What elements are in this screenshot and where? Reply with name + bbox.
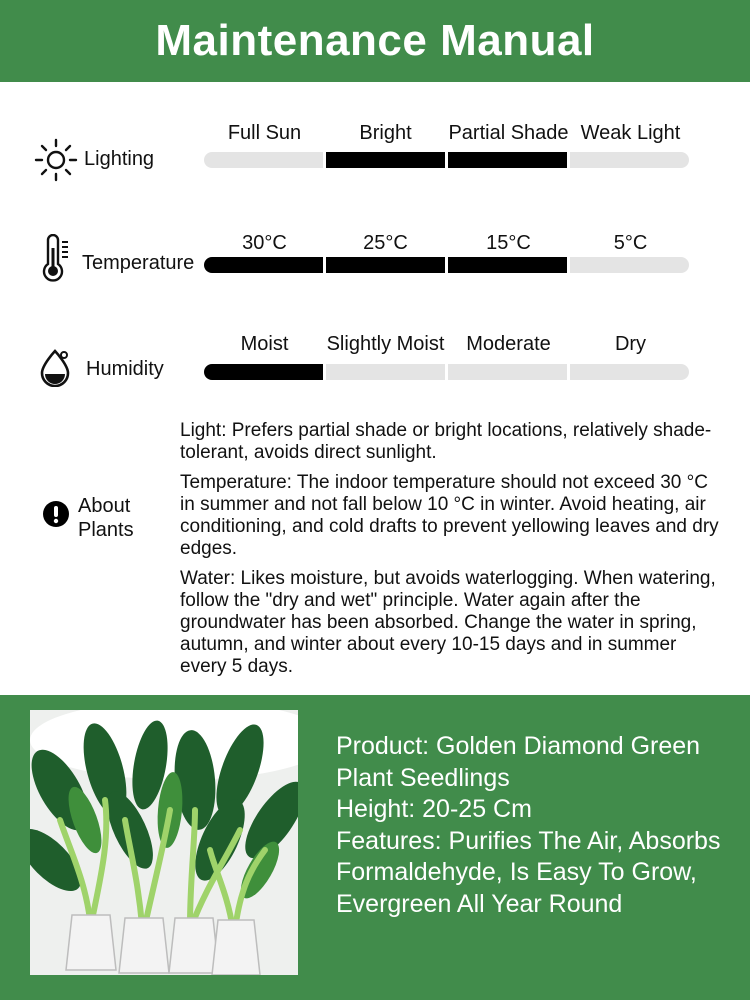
- humidity-levels: [204, 333, 690, 357]
- temperature-level-label: 15°C: [486, 232, 531, 254]
- product-section: [0, 695, 750, 1000]
- water-description: Water: Likes moisture, but avoids waterlogging. When watering, follow the "dry and wet" principle. Water again after the groundwater has been absorbed. Change the water in spring, autumn, and winter about every 10-15 days and in summer every 5 days.: [180, 568, 716, 677]
- humidity-level-label: Moist: [240, 333, 289, 355]
- temperature-bar-segment: [448, 257, 567, 273]
- humidity-level-label: Slightly Moist: [326, 333, 445, 355]
- page-title: Maintenance Manual: [155, 16, 595, 65]
- lighting-label: Lighting: [84, 148, 155, 170]
- product-height: Height: 20-25 Cm: [336, 795, 532, 823]
- about-plants-text: [180, 420, 725, 686]
- humidity-level-label: Dry: [614, 333, 647, 355]
- lighting-bar-segment: [204, 152, 323, 168]
- light-description: Light: Prefers partial shade or bright locations, relatively shade-tolerant, avoids direct sunlight.: [180, 420, 712, 463]
- thermometer-icon: [40, 234, 72, 284]
- sun-icon: [34, 138, 78, 182]
- product-info: [336, 731, 736, 920]
- humidity-bar-segment: [448, 364, 567, 380]
- about-plants-label: About Plants: [78, 495, 134, 541]
- humidity-label: Humidity: [86, 358, 164, 380]
- lighting-level-label: Bright: [359, 122, 412, 144]
- header-banner: [0, 0, 750, 82]
- humidity-row: [0, 333, 750, 403]
- plant-illustration: [30, 710, 298, 975]
- plant-seedlings-photo: [30, 710, 298, 975]
- lighting-levels: [204, 122, 690, 146]
- lighting-level-label: Weak Light: [580, 122, 681, 144]
- temperature-bar-segment: [326, 257, 445, 273]
- water-drop-icon: [36, 347, 74, 387]
- exclamation-circle-icon: [42, 500, 70, 528]
- product-features: Features: Purifies The Air, Absorbs Formaldehyde, Is Easy To Grow, Evergreen All Year Round: [336, 826, 721, 918]
- temperature-level-label: 5°C: [613, 232, 648, 254]
- humidity-level-label: Moderate: [466, 333, 551, 355]
- temperature-description: Temperature: The indoor temperature should not exceed 30 °C in summer and not fall below 10 °C in winter. Avoid heating, air conditioning, and cold drafts to prevent yellowing leaves and dry edges.: [180, 472, 719, 559]
- temperature-levels: [204, 232, 690, 256]
- humidity-bar-segment: [326, 364, 445, 380]
- lighting-bar-segment: [570, 152, 689, 168]
- lighting-bar-segment: [448, 152, 567, 168]
- lighting-level-label: Full Sun: [227, 122, 302, 144]
- lighting-bar-segment: [326, 152, 445, 168]
- product-name: Product: Golden Diamond Green Plant Seedlings: [336, 732, 701, 792]
- humidity-bar-segment: [204, 364, 323, 380]
- temperature-label: Temperature: [82, 252, 195, 274]
- temperature-bar-segment: [204, 257, 323, 273]
- temperature-level-label: 30°C: [242, 232, 287, 254]
- lighting-row: [0, 122, 750, 192]
- temperature-row: [0, 232, 750, 302]
- temperature-level-label: 25°C: [363, 232, 408, 254]
- humidity-bar: [204, 364, 690, 380]
- humidity-bar-segment: [570, 364, 689, 380]
- lighting-level-label: Partial Shade: [448, 122, 569, 144]
- temperature-bar-segment: [570, 257, 689, 273]
- temperature-bar: [204, 257, 690, 273]
- lighting-bar: [204, 152, 690, 168]
